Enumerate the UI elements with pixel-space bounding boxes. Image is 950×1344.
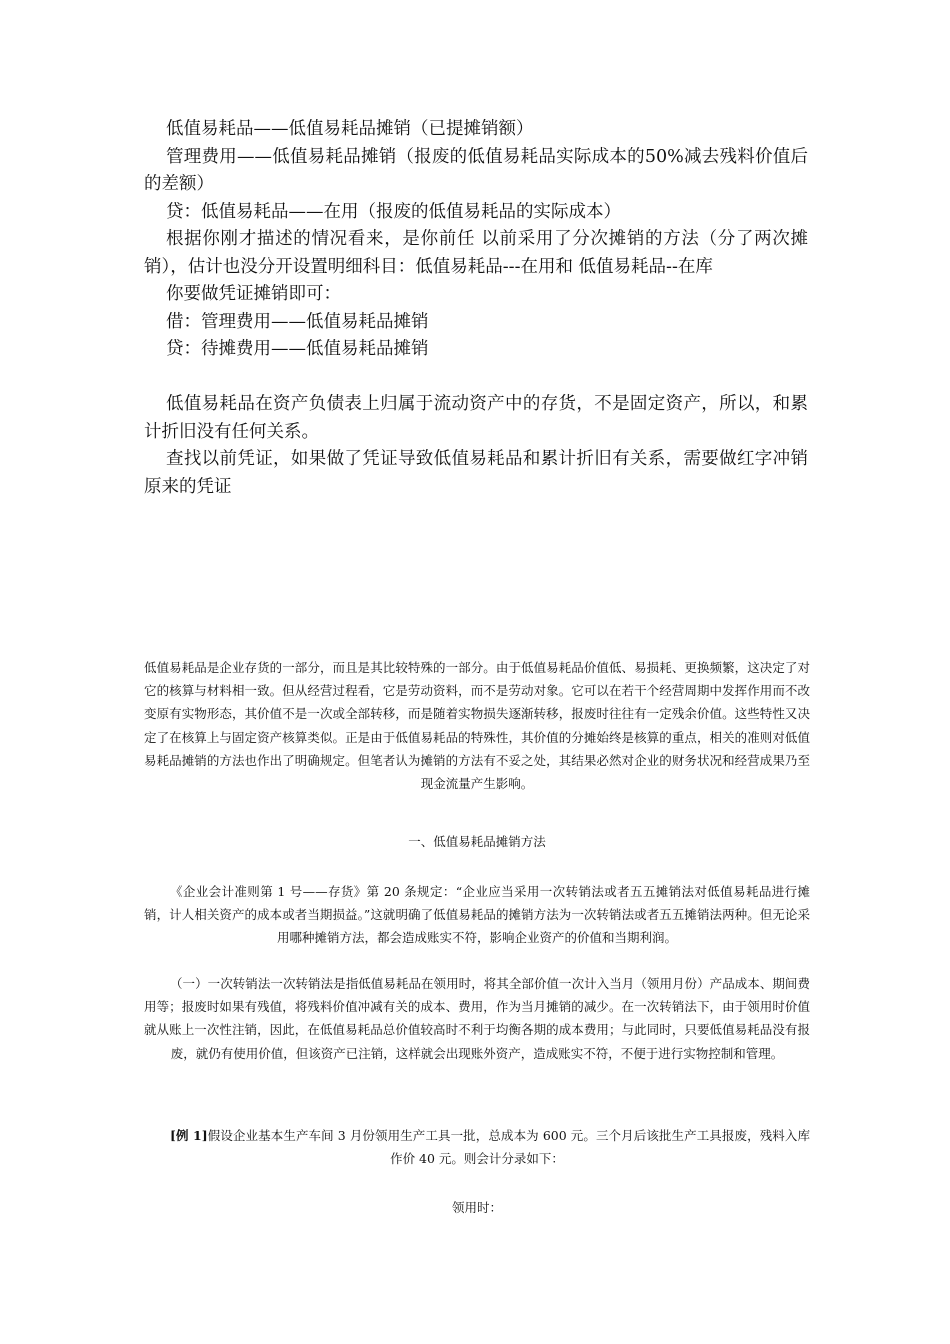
text-line: 低值易耗品——低值易耗品摊销（已提摊销额） (166, 119, 534, 139)
receive-label-block (144, 1196, 810, 1219)
text-line: 低值易耗品在资产负债表上归属于流动资产中的存货，不是固定资产，所以，和累计折旧没有任何关系。 (144, 394, 808, 442)
text-line: 借：管理费用——低值易耗品摊销 (166, 311, 429, 332)
example-tag: [例 1] (170, 1128, 208, 1143)
example-text-line (144, 1124, 810, 1170)
upper-section (144, 116, 808, 501)
text-line: 管理费用——低值易耗品摊销（报废的低值易耗品实际成本的50%减去残料价值后的差额） (144, 146, 808, 194)
text-line: 查找以前凭证，如果做了凭证导致低值易耗品和累计折旧有关系，需要做红字冲销原来的凭证 (144, 449, 808, 497)
example-paragraph (144, 1124, 810, 1170)
text-line: 贷：待摊费用——低值易耗品摊销 (166, 339, 429, 359)
receive-label: 领用时： (451, 1200, 502, 1215)
blank-line (144, 364, 808, 392)
intro-paragraph (144, 656, 810, 795)
standard-text: 《企业会计准则第 1 号——存货》第 20 条规定：“企业应当采用一次转销法或者五五摊销法对低值易耗品进行摊销，计人相关资产的成本或者当期损益。”这就明确了低值易耗品的摊销方法为一次转销法或者五五摊销法两种。但无论采用哪种摊销方法，都会造成账实不符，影响企业资产的价值和当期利润。 (144, 884, 810, 946)
text-line: 贷：低值易耗品——在用（报废的低值易耗品的实际成本） (166, 201, 621, 222)
example-body: 假设企业基本生产车间 3 月份领用生产工具一批，总成本为 600 元。三个月后该批生产工具报废，残料入库作价 40 元。则会计分录如下： (207, 1128, 810, 1167)
method-one-paragraph (144, 972, 810, 1065)
method-one-text: （一）一次转销法一次转销法是指低值易耗品在领用时，将其全部价值一次计入当月（领用月份）产品成本、期间费用等；报废时如果有残值，将残料价值冲减有关的成本、费用，作为当月摊销的减少。在一次转销法下，由于领用时价值就从账上一次性注销，因此，在低值易耗品总价值较高时不利于均衡各期的成本费用；与此同时，只要低值易耗品没有报废，就仍有使用价值，但该资产已注销，这样就会出现账外资产，造成账实不符，不便于进行实物控制和管理。 (144, 976, 810, 1061)
intro-text: 低值易耗品是企业存货的一部分，而且是其比较特殊的一部分。由于低值易耗品价值低、易损耗、更换频繁，这决定了对它的核算与材料相一致。但从经营过程看，它是劳动资料，而不是劳动对象。它可以在若干个经营周期中发挥作用而不改变原有实物形态，其价值不是一次或全部转移，而是随着实物损失逐渐转移，报废时往往有一定残余价值。这些特性又决定了在核算上与固定资产核算类似。正是由于低值易耗品的特殊性，其价值的分摊始终是核算的重点，相关的准则对低值易耗品摊销的方法也作出了明确规定。但笔者认为摊销的方法有不妥之处，其结果必然对企业的财务状况和经营成果乃至现金流量产生影响。 (144, 660, 810, 792)
heading-text: 一、低值易耗品摊销方法 (408, 834, 546, 849)
standard-paragraph (144, 880, 810, 950)
section-heading (144, 830, 810, 853)
text-line: 你要做凭证摊销即可： (166, 284, 341, 304)
text-line: 根据你刚才描述的情况看来，是你前任 以前采用了分次摊销的方法（分了两次摊销），估计也没分开设置明细科目：低值易耗品---在用和 低值易耗品--在库 (144, 229, 808, 277)
